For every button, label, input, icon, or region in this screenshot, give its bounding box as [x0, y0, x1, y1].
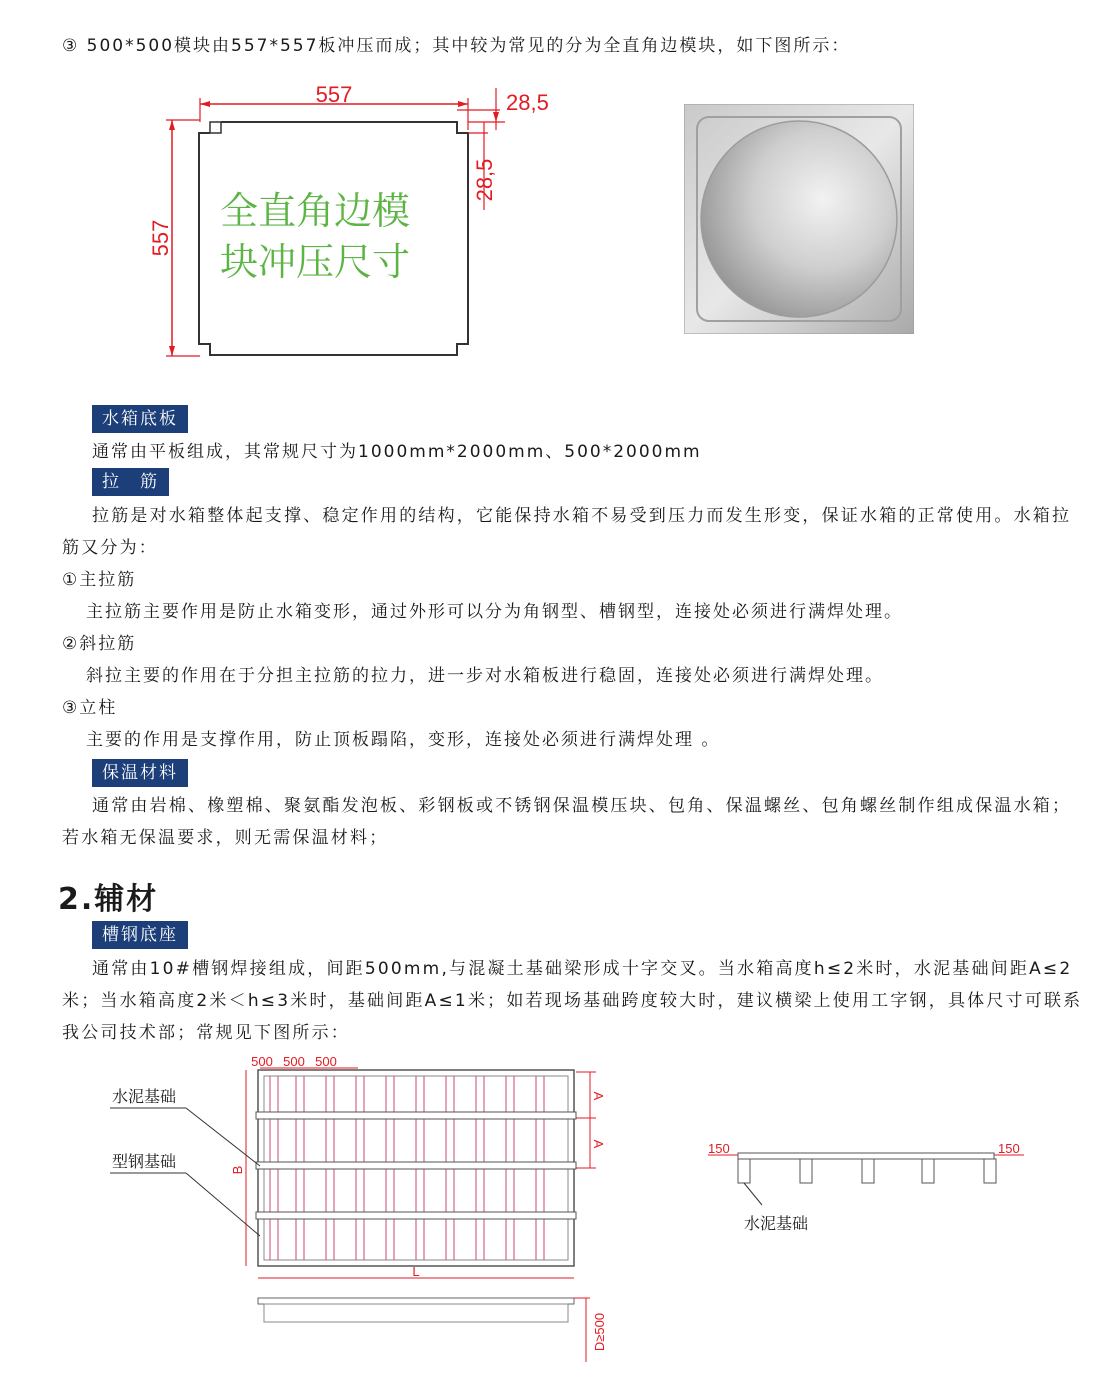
- caption-line2: 块冲压尺寸: [220, 242, 411, 284]
- channel-base-text: 通常由10#槽钢焊接组成，间距500mm,与混凝土基础梁形成十字交叉。当水箱高度h≤2米时，水泥基础间距A≤2米；当水箱高度2米＜h≤3米时，基础间距A≤1米；如若现场基础跨度较大时，建议横梁上使用工字钢，具体尺寸可联系我公司技术部；常规见下图所示：: [62, 959, 1083, 1043]
- bottom-plate-text: 通常由平板组成，其常规尺寸为1000mm*2000mm、500*2000mm: [92, 442, 702, 462]
- ribs-text: 拉筋是对水箱整体起支撑、稳定作用的结构，它能保持水箱不易受到压力而发生形变，保证水箱的正常使用。水箱拉筋又分为：: [62, 506, 1072, 558]
- dim-B-label: B: [230, 1165, 245, 1175]
- insulation-text: 通常由岩棉、橡塑棉、聚氨酯发泡板、彩钢板或不锈钢保温模压块、包角、保温螺丝、包角螺丝制作组成保温水箱；若水箱无保温要求，则无需保温材料；: [62, 796, 1072, 848]
- section-tag-ribs: 拉 筋: [92, 468, 169, 496]
- section-tag-channel-base: 槽钢底座: [92, 921, 188, 949]
- side-beam: [738, 1153, 994, 1159]
- base-profile: [258, 1298, 574, 1304]
- spacing-label: 500: [251, 1054, 273, 1069]
- spacing-label: 500: [283, 1054, 305, 1069]
- stamping-dimension-drawing: [140, 80, 570, 370]
- label-cement-base: 水泥基础: [112, 1089, 177, 1106]
- dim-top-label: 557: [315, 82, 353, 107]
- side-right-label: 150: [998, 1141, 1020, 1156]
- intro-text: ③ 500*500模块由557*557板冲压而成；其中较为常见的分为全直角边模块，如下图所示：: [62, 36, 851, 56]
- side-cement-label: 水泥基础: [744, 1216, 809, 1233]
- corner-notch: [210, 122, 221, 133]
- stamped-panel-photo: [684, 104, 914, 334]
- section-heading-materials: 2.辅材: [58, 882, 159, 917]
- rib-item-title: ③立柱: [62, 698, 118, 718]
- side-elevation-diagram: [700, 1135, 1040, 1235]
- dim-right-top-label: 28,5: [506, 90, 549, 115]
- dim-A2-label: A: [591, 1139, 606, 1149]
- dim-D-label: D≥500: [592, 1312, 607, 1352]
- dim-left-label: 557: [148, 219, 173, 257]
- side-left-label: 150: [708, 1141, 730, 1156]
- section-tag-insulation: 保温材料: [92, 759, 188, 787]
- channel-base-plan-diagram: [100, 1050, 630, 1370]
- section-tag-bottom-plate: 水箱底板: [92, 405, 188, 433]
- dim-A1-label: A: [591, 1091, 606, 1101]
- rib-item-title: ②斜拉筋: [62, 634, 137, 654]
- label-steel-base: 型钢基础: [112, 1154, 177, 1171]
- caption-line1: 全直角边模: [220, 191, 411, 233]
- dim-L-label: L: [412, 1264, 420, 1279]
- rib-item-desc: 主要的作用是支撑作用，防止顶板蹋陷，变形，连接处必须进行满焊处理 。: [86, 730, 721, 750]
- panel-outline: [199, 122, 468, 355]
- side-supports: [738, 1159, 996, 1183]
- dim-right-side-label: 28,5: [472, 158, 497, 202]
- spacing-label: 500: [315, 1054, 337, 1069]
- rib-item-title: ①主拉筋: [62, 570, 137, 590]
- rib-item-desc: 主拉筋主要作用是防止水箱变形，通过外形可以分为角钢型、槽钢型，连接处必须进行满焊处理。: [86, 602, 903, 622]
- rib-item-desc: 斜拉主要的作用在于分担主拉筋的拉力，进一步对水箱板进行稳固，连接处必须进行满焊处理。: [86, 666, 884, 686]
